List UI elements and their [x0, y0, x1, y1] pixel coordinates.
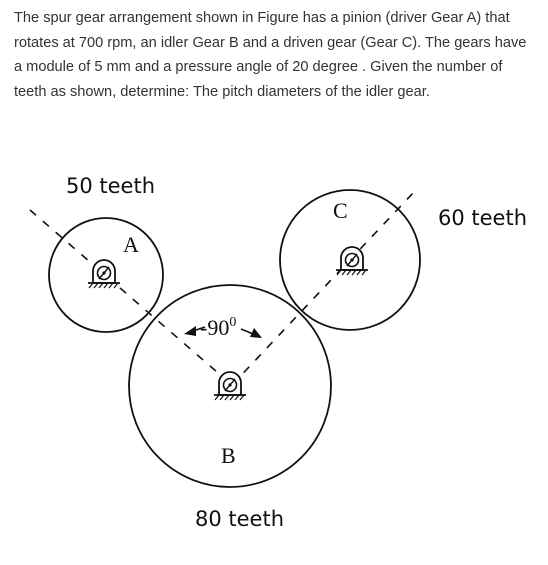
problem-statement: The spur gear arrangement shown in Figure has a pinion (driver Gear A) that rotates at 700 rpm, an idler Gear B and a driven gear (Gear C). The gears have a module of 5 mm and a pressure angle of 20 degree . Given the number of teeth as shown, determine: The pitch diameters of the idler gear.: [14, 10, 527, 100]
gear-a-letter: A: [123, 232, 139, 257]
bearing-c-icon: [336, 247, 368, 275]
bearing-a-icon: [88, 260, 120, 288]
gear-b-letter: B: [221, 443, 236, 468]
gear-c-letter: C: [333, 198, 348, 223]
bearing-b-icon: [214, 372, 246, 400]
angle-label: $-90^0$: [200, 315, 237, 340]
gear-a-teeth-label: 50 teeth: [66, 174, 156, 198]
gear-c-teeth-label: 60 teeth: [438, 206, 528, 230]
gear-b-teeth-label: 80 teeth: [195, 507, 285, 531]
